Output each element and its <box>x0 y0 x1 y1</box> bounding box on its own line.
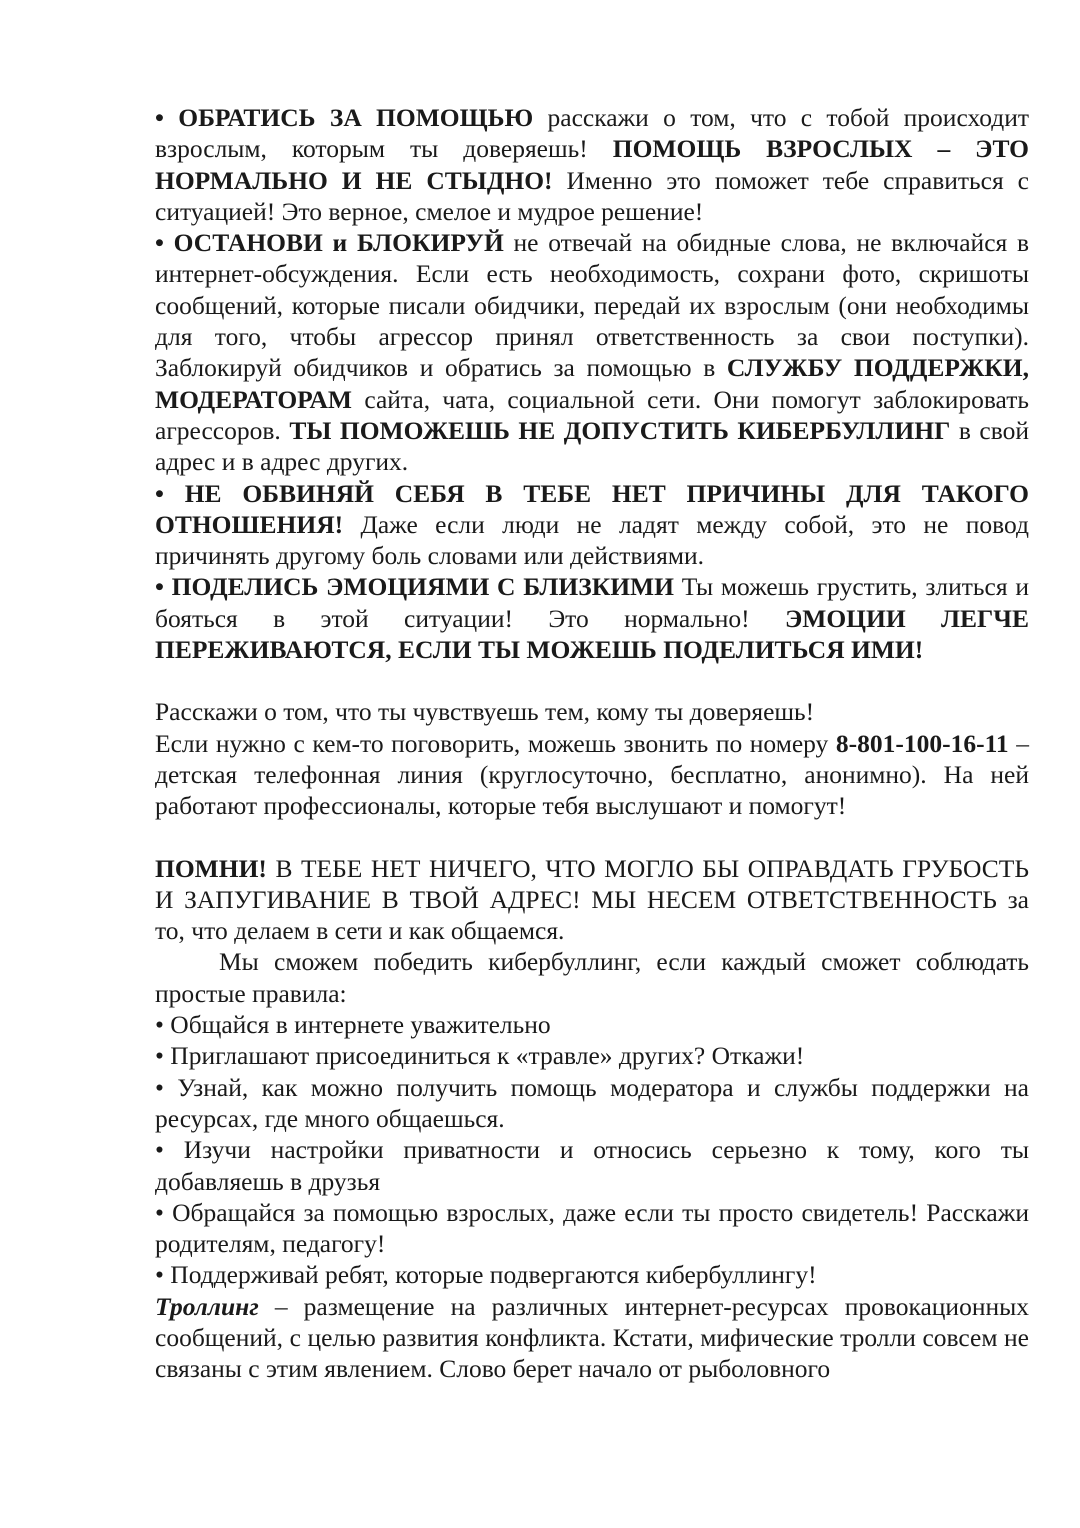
document-page <box>155 102 1029 1385</box>
trust-paragraph: Расскажи о том, что ты чувствуешь тем, кому ты доверяешь! <box>155 697 815 727</box>
tip-text: Даже если люди не ладят между собой, это не повод причинять другому боль словами или действиями. <box>155 509 1029 571</box>
helpline-text: – детская телефонная линия (круглосуточно, бесплатно, анонимно). На ней работают профессионалы, которые тебя выслушают и помогут! <box>155 728 1029 821</box>
remember-paragraph <box>155 853 1029 947</box>
remember-heading: ПОМНИ! <box>155 853 267 883</box>
trolling-definition <box>155 1291 1029 1385</box>
definition-term: Троллинг <box>155 1291 259 1321</box>
tip-heading: • ОБРАТИСЬ ЗА ПОМОЩЬЮ <box>155 103 534 132</box>
tip-emphasis: ТЫ ПОМОЖЕШЬ НЕ ДОПУСТИТЬ КИБЕРБУЛЛИНГ <box>289 415 951 445</box>
tip-text: Именно это поможет тебе справиться с ситуацией! Это верное, смелое и мудрое решение! <box>155 165 1029 226</box>
paragraph-spacer <box>155 665 1029 696</box>
tip-emphasis: СЛУЖБУ ПОДДЕРЖКИ, МОДЕРАТОРАМ <box>155 353 1029 414</box>
remember-text: В ТЕБЕ НЕТ НИЧЕГО, ЧТО МОГЛО БЫ ОПРАВДАТЬ ГРУБОСТЬ И ЗАПУГИВАНИЕ В ТВОЙ АДРЕС! МЫ НЕСЕМ ОТВЕТСТВЕННОСТЬ за то, что делаем в сети и как общаемся. <box>155 853 1029 946</box>
rule-item: • Обращайся за помощью взрослых, даже если ты просто свидетель! Расскажи родителям, педагогу! <box>155 1197 1029 1259</box>
tip-text: в свой адрес и в адрес других. <box>155 415 1029 477</box>
rules-intro: Мы сможем победить кибербуллинг, если каждый сможет соблюдать простые правила: <box>155 947 1029 1008</box>
tip-text: сайта, чата, социальной сети. Они помогут заблокировать агрессоров. <box>155 384 1029 445</box>
rule-item: • Изучи настройки приватности и относись серьезно к тому, кого ты добавляешь в друзья <box>155 1135 1029 1196</box>
rule-item: • Общайся в интернете уважительно <box>155 1010 551 1040</box>
paragraph-spacer <box>155 822 1029 853</box>
tip-heading: • ПОДЕЛИСЬ ЭМОЦИЯМИ С БЛИЗКИМИ <box>155 572 674 602</box>
tip-emphasis: ПОМОЩЬ ВЗРОСЛЫХ – ЭТО НОРМАЛЬНО И НЕ СТЫДНО! <box>155 134 1029 195</box>
rule-item: • Узнай, как можно получить помощь модератора и службы поддержки на ресурсах, где много общаешься. <box>155 1072 1029 1133</box>
tip-heading: • НЕ ОБВИНЯЙ СЕБЯ В ТЕБЕ НЕТ ПРИЧИНЫ ДЛЯ ТАКОГО ОТНОШЕНИЯ! <box>155 478 1029 539</box>
tip-text: не отвечай на обидные слова, не включайся в интернет-обсуждения. Если есть необходимость, сохрани фото, скришоты сообщений, которые писали обидчики, передай их взрослым (они необходимы для того, чтобы агрессор принял ответственность за свои поступки). Заблокируй обидчиков и обратись за помощью в <box>155 228 1029 383</box>
tip-ask-for-help <box>155 102 1029 227</box>
rule-item: • Приглашают присоединиться к «травле» других? Откажи! <box>155 1041 805 1071</box>
tip-text: Ты можешь грустить, злиться и бояться в этой ситуации! Это нормально! <box>155 572 1029 633</box>
tip-emphasis: ЭМОЦИИ ЛЕГЧЕ ПЕРЕЖИВАЮТСЯ, ЕСЛИ ТЫ МОЖЕШЬ ПОДЕЛИТЬСЯ ИМИ! <box>155 603 1029 665</box>
definition-text: – размещение на различных интернет-ресурсах провокационных сообщений, с целью развития конфликта. Кстати, мифические тролли совсем не связаны с этим явлением. Слово берет начало от рыболовного <box>155 1291 1029 1384</box>
helpline-text: Если нужно с кем-то поговорить, можешь звонить по номеру <box>155 728 836 758</box>
tip-stop-and-block <box>155 227 1029 477</box>
helpline-number: 8-801-100-16-11 <box>835 728 1009 758</box>
rule-item: • Поддерживай ребят, которые подвергаются кибербуллингу! <box>155 1260 817 1290</box>
helpline-paragraph <box>155 728 1029 822</box>
tip-heading: • ОСТАНОВИ и БЛОКИРУЙ <box>155 228 504 258</box>
tip-dont-blame-yourself <box>155 478 1029 572</box>
tip-text: расскажи о том, что с тобой происходит взрослым, которым ты доверяешь! <box>155 103 1029 164</box>
tip-share-emotions <box>155 571 1029 665</box>
